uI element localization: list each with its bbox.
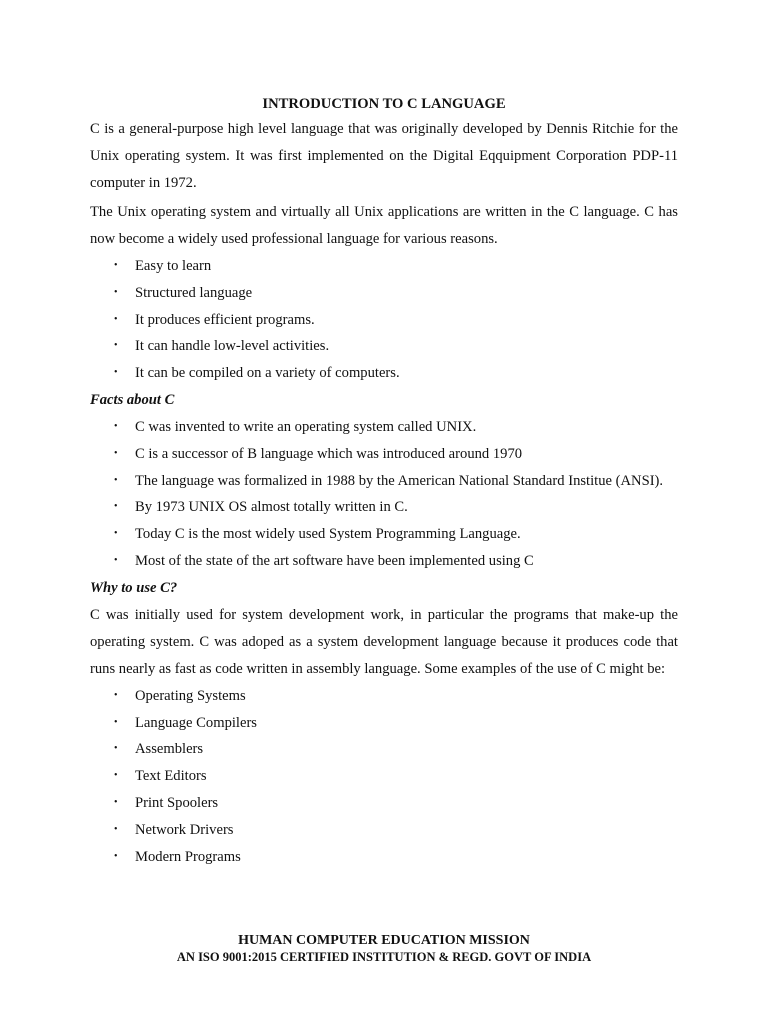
list-item: • Most of the state of the art software have been implemented using C xyxy=(90,548,678,575)
list-item: • Today C is the most widely used System Programming Language. xyxy=(90,521,678,548)
bullet-icon: • xyxy=(114,716,118,728)
list-item: • It produces efficient programs. xyxy=(90,307,678,334)
intro-paragraph: The Unix operating system and virtually all Unix applications are written in the C language. C has now become a widely used professional language for various reasons. xyxy=(90,204,678,247)
facts-list xyxy=(90,414,678,575)
bullet-icon: • xyxy=(114,528,118,540)
bullet-icon: • xyxy=(114,743,118,755)
bullet-icon: • xyxy=(114,501,118,513)
list-item: • By 1973 UNIX OS almost totally written in C. xyxy=(90,494,678,521)
intro-paragraph: C is a general-purpose high level language that was originally developed by Dennis Ritchie for the Unix operating system. It was first implemented on the Digital Eqquipment Corporation PDP-11 computer in 1972. xyxy=(90,121,678,191)
examples-list xyxy=(90,683,678,871)
list-item: • Modern Programs xyxy=(90,844,678,871)
list-item: • Language Compilers xyxy=(90,710,678,737)
bullet-icon: • xyxy=(114,260,118,271)
footer-organization: HUMAN COMPUTER EDUCATION MISSION xyxy=(238,933,530,948)
why-heading: Why to use C? xyxy=(90,579,178,596)
list-item: • C was invented to write an operating system called UNIX. xyxy=(90,414,678,441)
list-item: • Network Drivers xyxy=(90,817,678,844)
bullet-icon: • xyxy=(114,313,118,325)
bullet-icon: • xyxy=(114,823,118,835)
list-item: • Assemblers xyxy=(90,736,678,763)
bullet-icon: • xyxy=(114,770,118,782)
list-item: • Text Editors xyxy=(90,763,678,790)
page-title: INTRODUCTION TO C LANGUAGE xyxy=(262,96,506,112)
bullet-icon: • xyxy=(114,796,118,808)
list-item: • It can handle low-level activities. xyxy=(90,333,678,360)
bullet-icon: • xyxy=(114,474,118,486)
list-item: • C is a successor of B language which was introduced around 1970 xyxy=(90,441,678,468)
facts-heading: Facts about C xyxy=(90,391,175,408)
list-item: • It can be compiled on a variety of computers. xyxy=(90,360,678,387)
footer-certification: AN ISO 9001:2015 CERTIFIED INSTITUTION & REGD. GOVT OF INDIA xyxy=(176,950,592,964)
document-page xyxy=(90,92,678,870)
bullet-icon: • xyxy=(114,447,118,459)
reasons-list xyxy=(90,253,678,387)
list-item: • Easy to learn xyxy=(90,253,678,280)
bullet-icon: • xyxy=(114,367,118,379)
list-item: • Operating Systems xyxy=(90,683,678,710)
bullet-icon: • xyxy=(114,689,118,701)
list-item: • Print Spoolers xyxy=(90,790,678,817)
list-item: • The language was formalized in 1988 by the American National Standard Institue (ANSI). xyxy=(90,468,678,495)
list-item: • Structured language xyxy=(90,280,678,307)
bullet-icon: • xyxy=(114,286,118,298)
page-footer xyxy=(0,932,768,965)
bullet-icon: • xyxy=(114,340,118,352)
why-paragraph: C was initially used for system development work, in particular the programs that make-up the operating system. C was adoped as a system development language because it produces code that runs nearly as fast as code written in assembly language. Some examples of the use of C might be: xyxy=(90,606,678,677)
bullet-icon: • xyxy=(114,420,118,432)
bullet-icon: • xyxy=(114,554,118,566)
bullet-icon: • xyxy=(114,850,118,862)
